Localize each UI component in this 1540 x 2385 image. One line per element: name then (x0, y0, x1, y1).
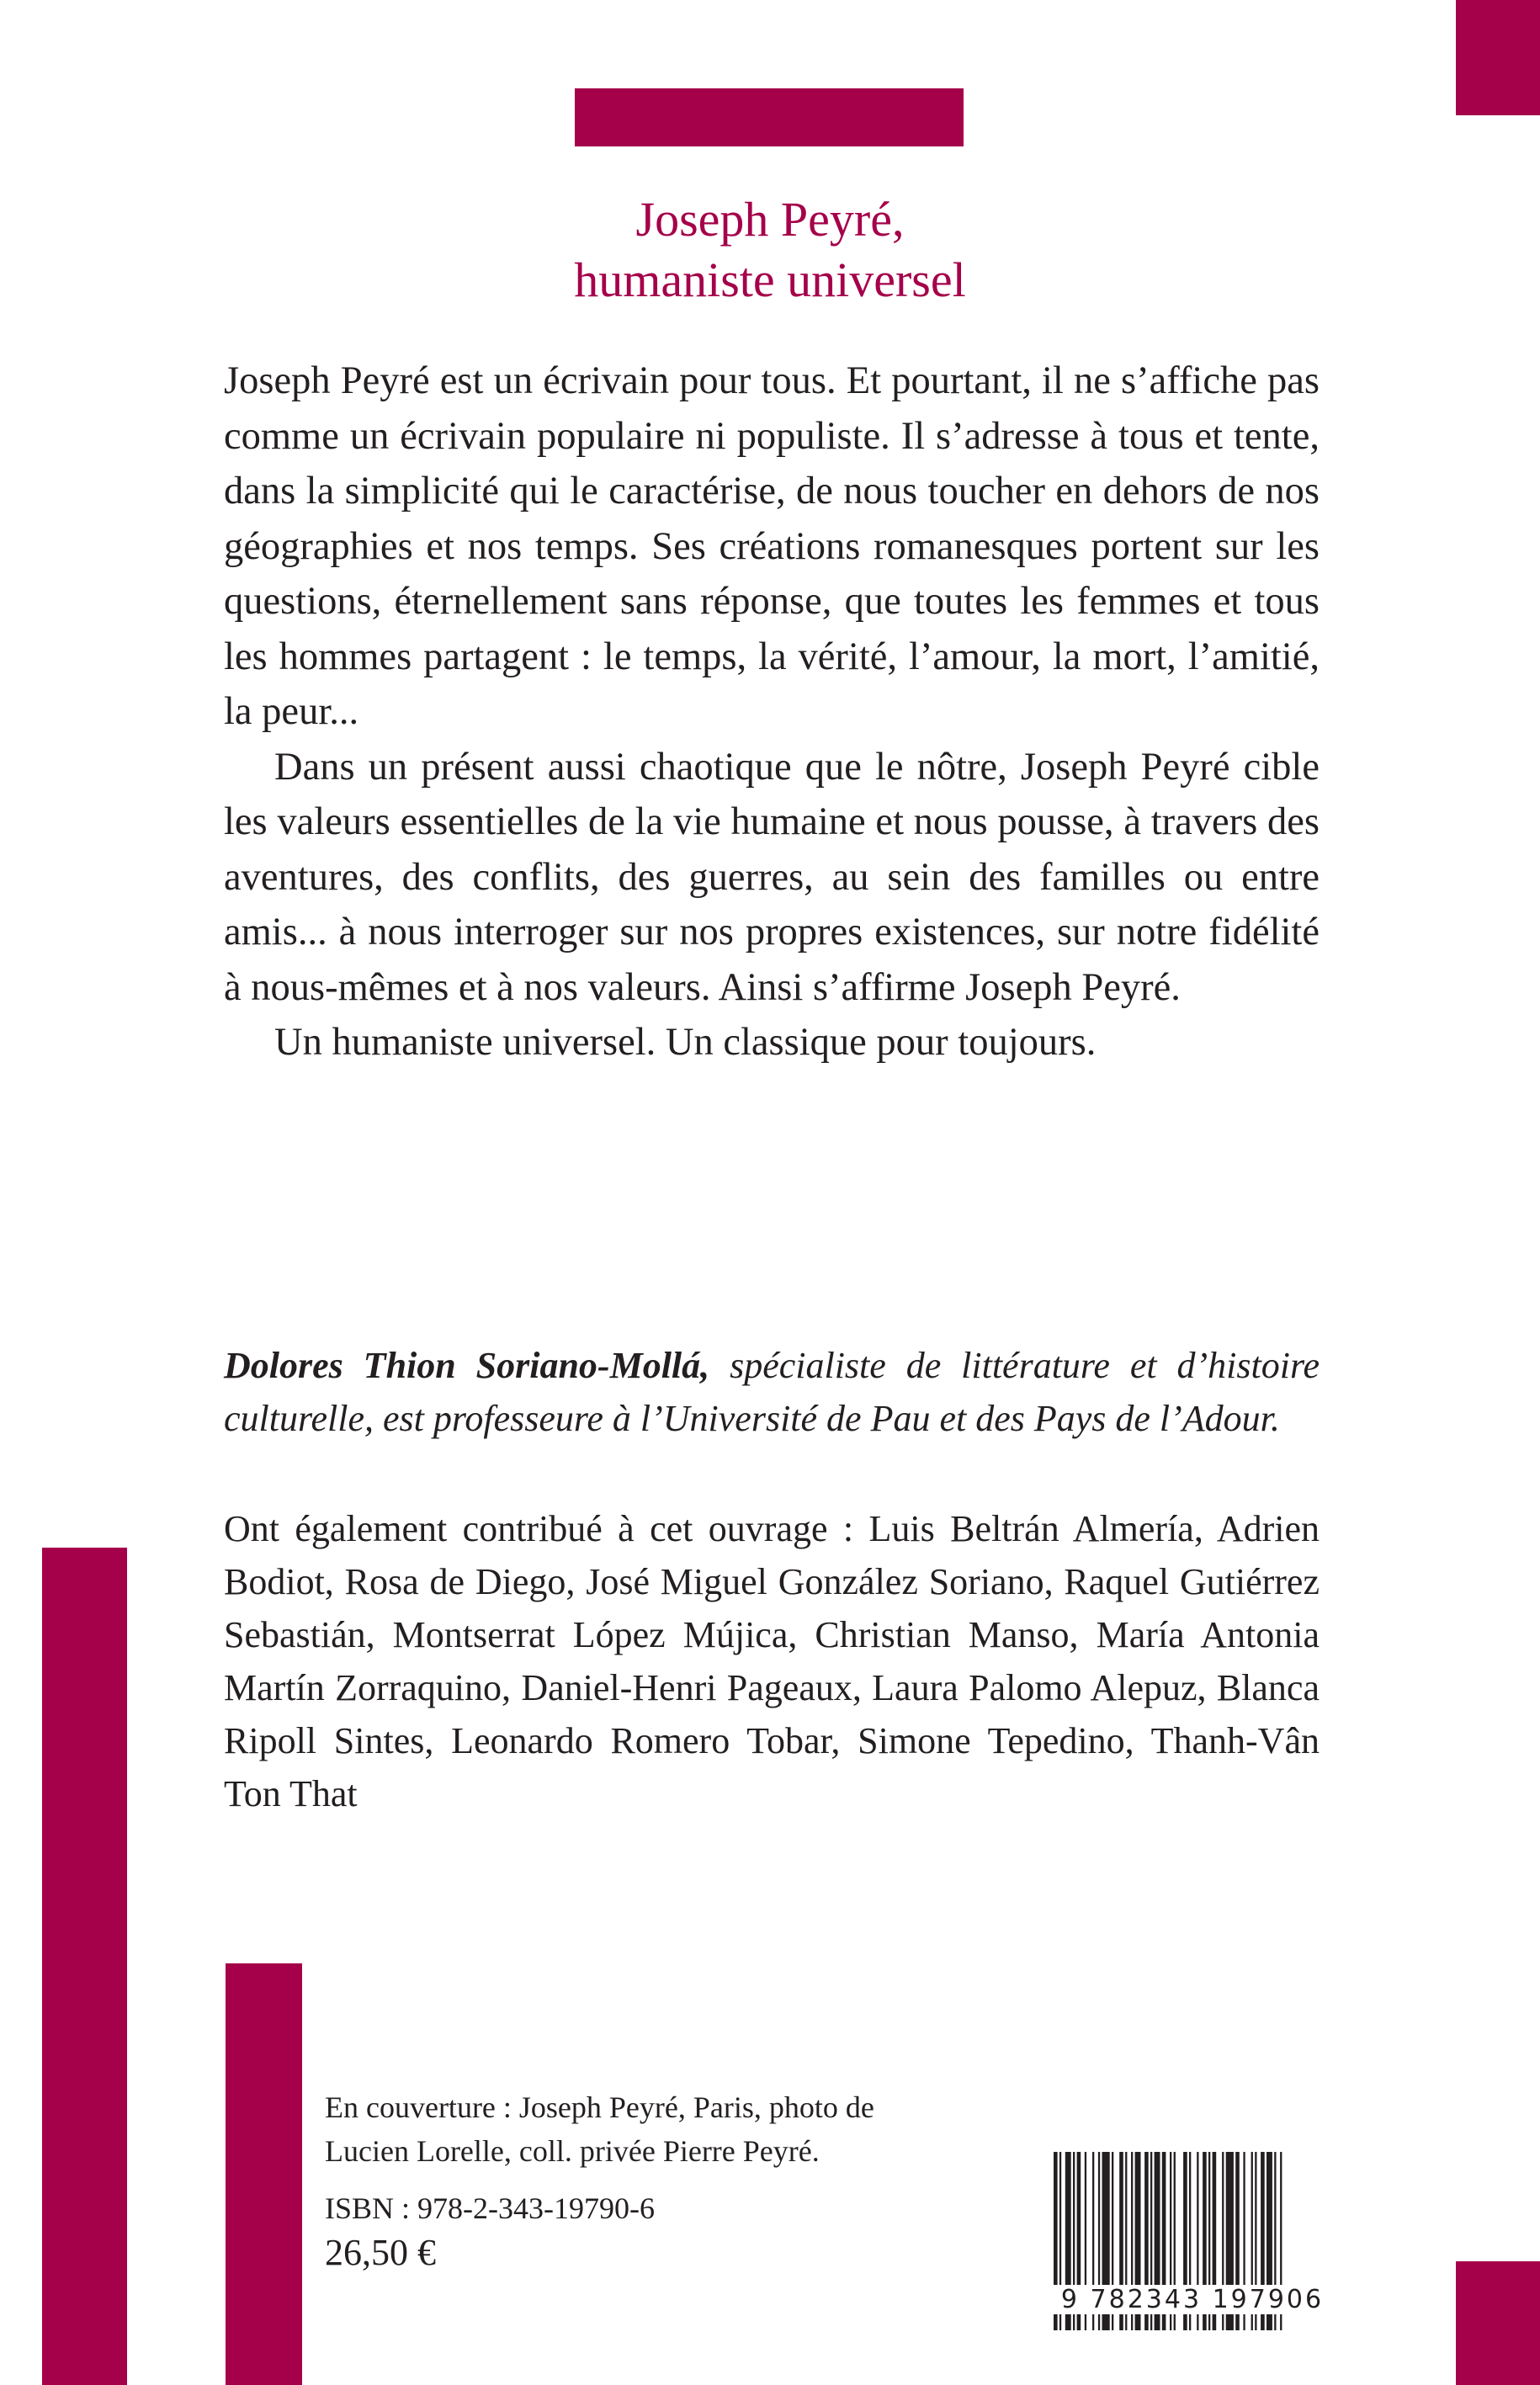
decorative-bar-top-right (1456, 0, 1540, 115)
barcode-digits: 9 782343 197906 (1050, 2285, 1335, 2314)
book-title-line1: Joseph Peyré, (635, 192, 905, 247)
decorative-bar-top-center (575, 88, 964, 146)
author-description: spécialiste de littérature et d’histoire culturelle, est professeure à l’Université de Pau et des Pays de l’Adour. (224, 1345, 1320, 1439)
book-title (0, 189, 1540, 311)
decorative-bar-left (42, 1548, 127, 2385)
decorative-bar-left-inner (226, 1963, 302, 2385)
author-name: Dolores Thion Soriano-Mollá, (224, 1345, 710, 1386)
author-bio (224, 1339, 1320, 1445)
price: 26,50 € (325, 2232, 436, 2273)
blurb-paragraph-3: Un humaniste universel. Un classique pour toujours. (274, 1021, 1097, 1064)
contributors-list: Ont également contribué à cet ouvrage : Luis Beltrán Almería, Adrien Bodiot, Rosa de Diego, José Miguel González Soriano, Raquel Gutiérrez Sebastián, Montserrat López Mújica, Christian Manso, María Antonia Martín Zorraquino, Daniel-Henri Pageaux, Laura Palomo Alepuz, Blanca Ripoll Sintes, Leonardo Romero Tobar, Simone Tepedino, Thanh-Vân Ton That (224, 1508, 1320, 1814)
decorative-bar-bottom-right (1456, 2261, 1540, 2385)
isbn: ISBN : 978-2-343-19790-6 (325, 2191, 655, 2225)
back-cover-blurb (224, 353, 1320, 1070)
blurb-paragraph-2: Dans un présent aussi chaotique que le nôtre, Joseph Peyré cible les valeurs essentielles de la vie humaine et nous pousse, à travers des aventures, des conflits, des guerres, au sein des familles ou entre amis... à nous interroger sur nos propres existences, sur notre fidélité à nous-mêmes et à nos valeurs. Ainsi s’affirme Joseph Peyré. (224, 745, 1320, 1009)
book-title-line2: humaniste universel (574, 252, 966, 307)
blurb-paragraph-1: Joseph Peyré est un écrivain pour tous. Et pourtant, il ne s’affiche pas comme un écrivain populaire ni populiste. Il s’adresse à tous et tente, dans la simplicité qui le caractérise, de nous toucher en dehors de nos géographies et nos temps. Ses créations romanesques portent sur les questions, éternellement sans réponse, que toutes les femmes et tous les hommes partagent : le temps, la vérité, l’amour, la mort, l’amitié, la peur... (224, 359, 1320, 733)
cover-photo-credit: En couverture : Joseph Peyré, Paris, photo de Lucien Lorelle, coll. privée Pierre Peyré. (325, 2090, 874, 2168)
